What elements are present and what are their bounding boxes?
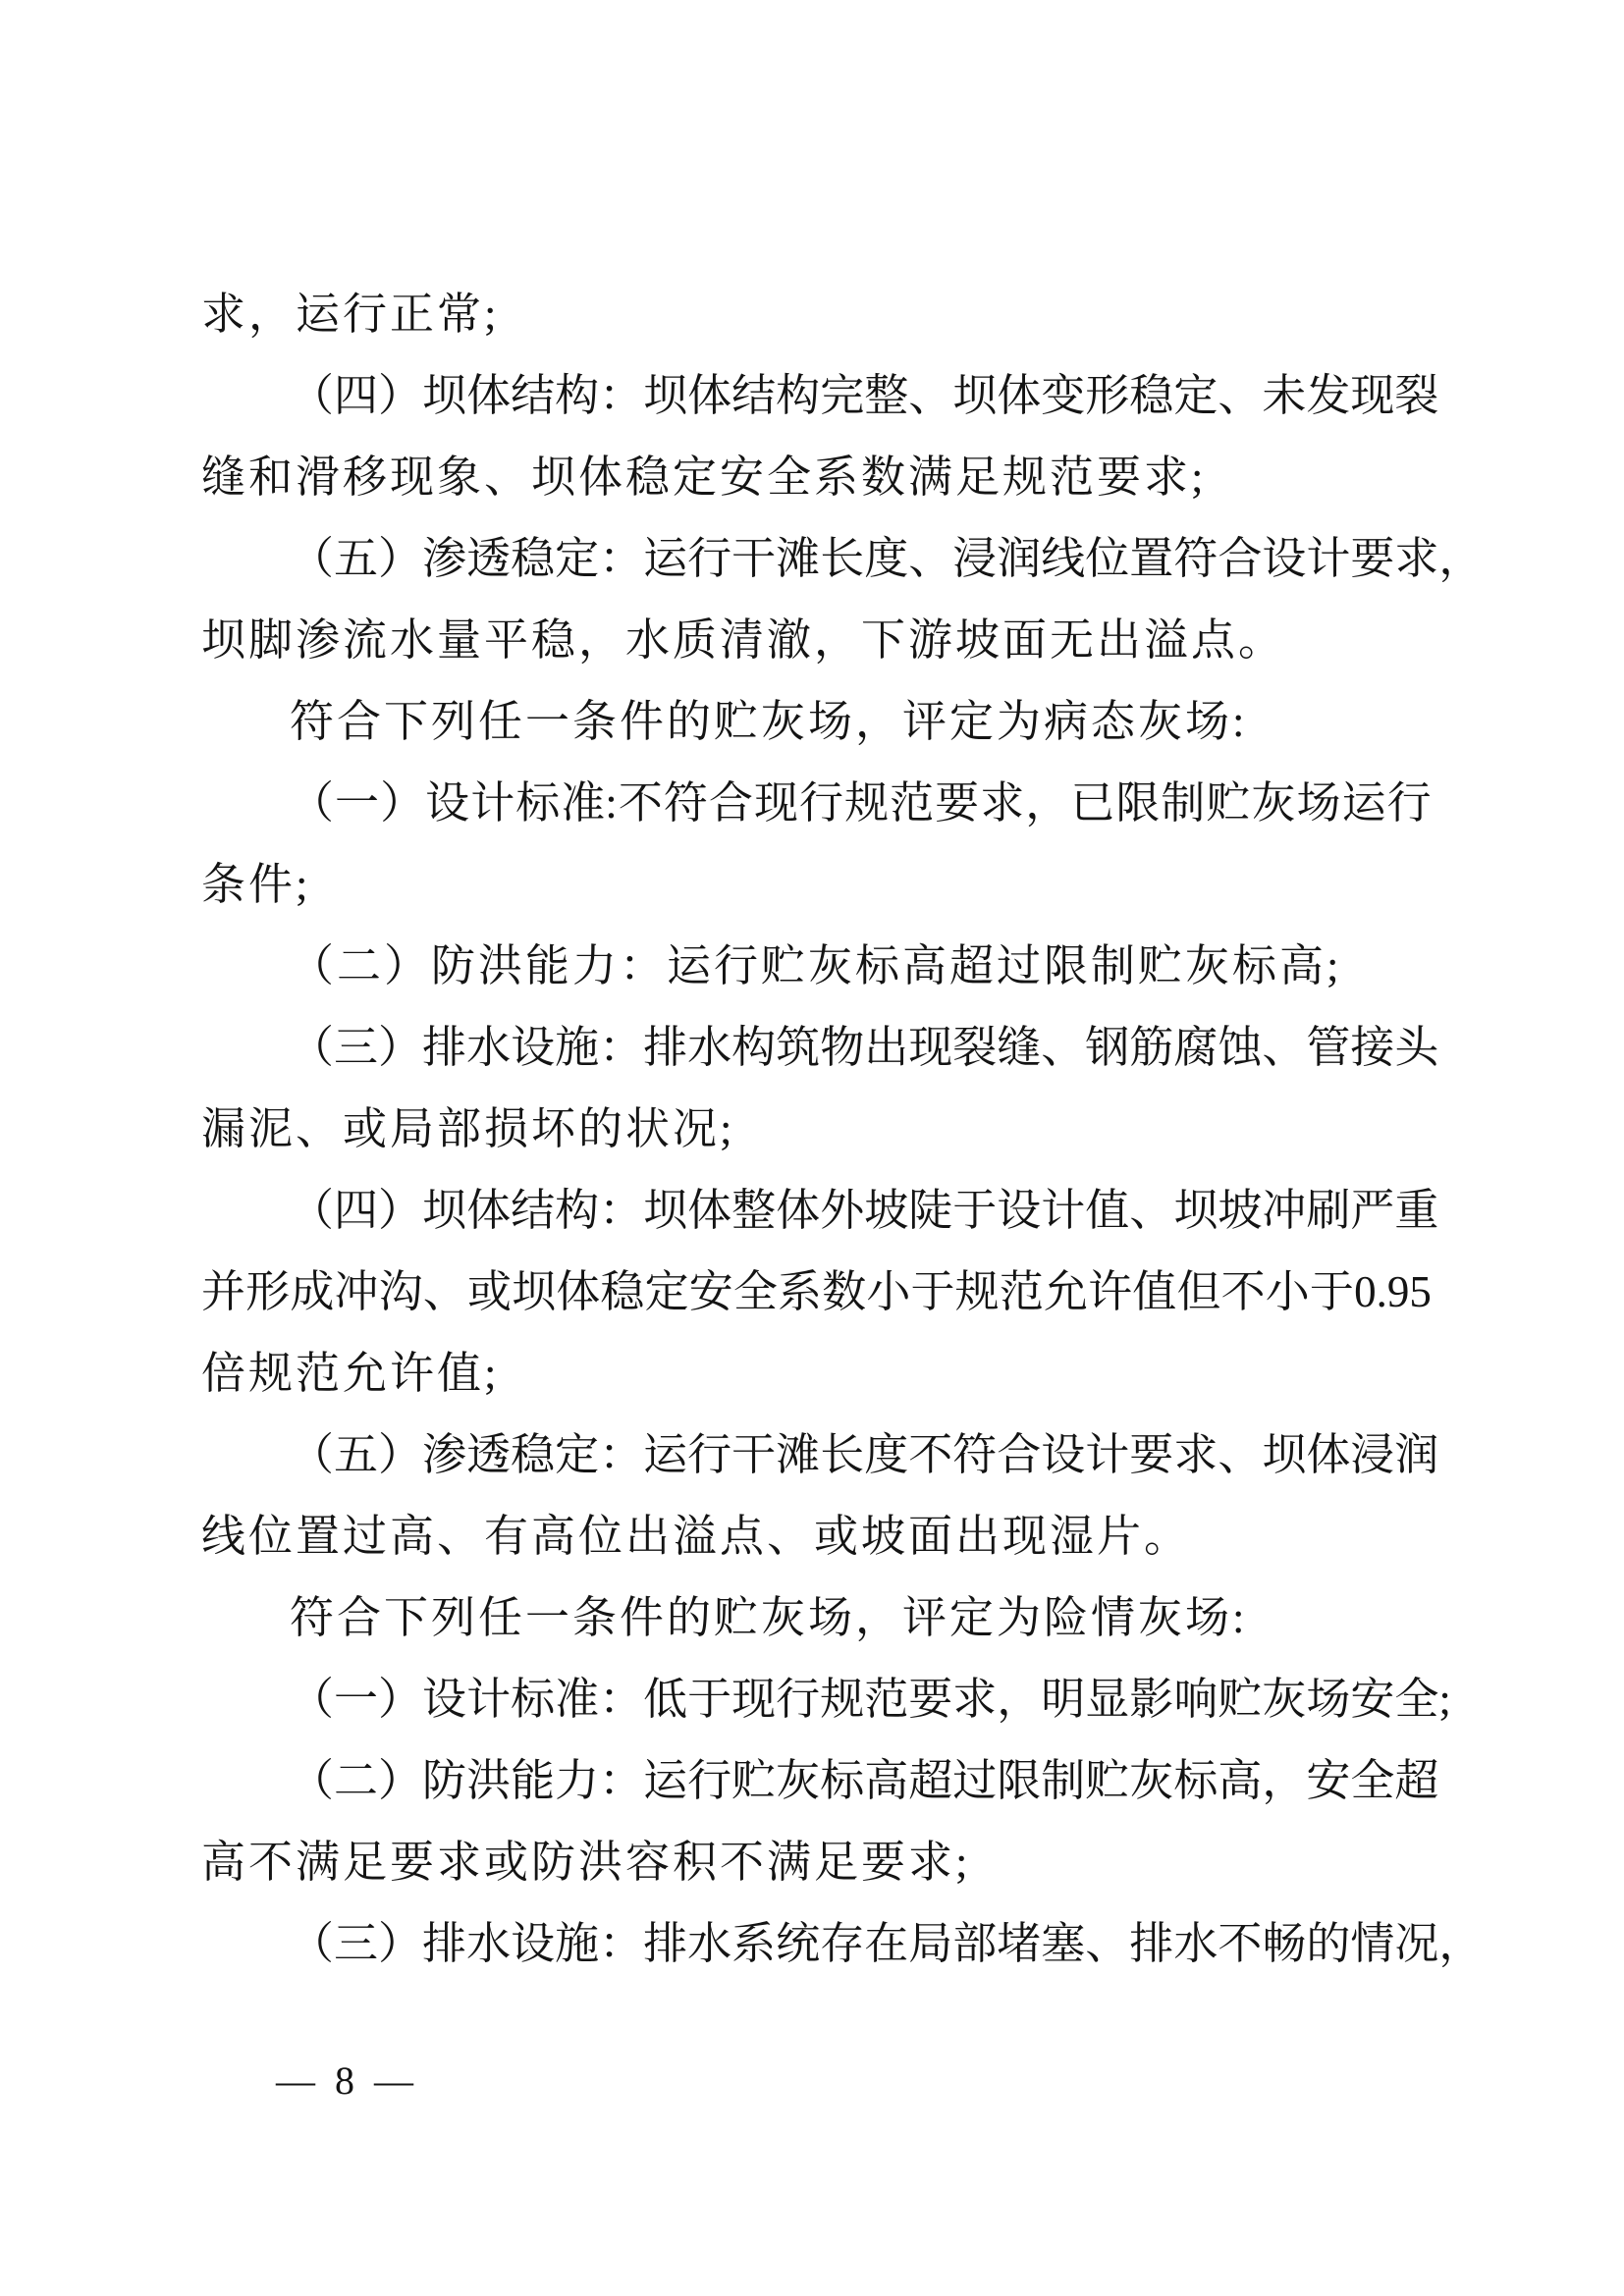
text-line: （ 三 ） 排 水 设 施 ： 排 水 系 统 存 在 局 部 堵 塞 、 排 水 不 畅 的 情 况 ，: [290, 1919, 1484, 1968]
body-text: [201, 274, 1484, 1985]
text-line: 并 形 成 冲 沟 、 或 坝 体 稳 定 安 全 系 数 小 于 规 范 允 许 值 但 不 小 于 0.95: [201, 1267, 1432, 1316]
text-line: 符合下列任一条件的贮灰场，评定为险情灰场:: [290, 1593, 1248, 1642]
text-line: （ 五 ） 渗 透 稳 定 ： 运 行 干 滩 长 度 不 符 合 设 计 要 求 、 坝 体 浸 润: [290, 1430, 1439, 1479]
text-line: （二）防洪能力：运行贮灰标高超过限制贮灰标高;: [290, 941, 1342, 990]
text-line: 条件;: [201, 860, 311, 909]
text-line: 线位置过高、有高位出溢点、或坡面出现湿片。: [201, 1512, 1192, 1561]
page-footer: [276, 2059, 418, 2103]
text-line: （ 一 ） 设 计 标 准 ： 低 于 现 行 规 范 要 求 ， 明 显 影 响 贮 灰 场 安 全;: [290, 1675, 1451, 1724]
page-number: — 8 —: [276, 2058, 418, 2103]
text-line: 求，运行正常;: [201, 290, 500, 339]
text-line: （ 二 ） 防 洪 能 力 ： 运 行 贮 灰 标 高 超 过 限 制 贮 灰 标 高 ， 安 全 超: [290, 1756, 1439, 1805]
text-line: （ 一 ） 设 计 标 准: 不 符 合 现 行 规 范 要 求 ， 已 限 制 贮 灰 场 运 行: [290, 778, 1432, 828]
text-line: 高不满足要求或防洪容积不满足要求;: [201, 1838, 971, 1887]
text-line: 缝和滑移现象、坝体稳定安全系数满足规范要求;: [201, 453, 1207, 502]
text-line: （ 四 ） 坝 体 结 构 ： 坝 体 整 体 外 坡 陡 于 设 计 值 、 坝 坡 冲 刷 严 重: [290, 1186, 1439, 1235]
text-line: 坝脚渗流水量平稳，水质清澈，下游坡面无出溢点。: [201, 615, 1286, 665]
text-line: 漏泥、或局部损坏的状况;: [201, 1104, 735, 1153]
text-line: 倍规范允许值;: [201, 1349, 500, 1398]
text-line: 符合下列任一条件的贮灰场，评定为病态灰场:: [290, 697, 1248, 746]
text-line: （ 三 ） 排 水 设 施 ： 排 水 构 筑 物 出 现 裂 缝 、 钢 筋 腐 蚀 、 管 接 头: [290, 1023, 1439, 1072]
text-line: （ 五 ） 渗 透 稳 定 ： 运 行 干 滩 长 度 、 浸 润 线 位 置 符 合 设 计 要 求 ，: [290, 534, 1484, 583]
text-line: （ 四 ） 坝 体 结 构 ： 坝 体 结 构 完 整 、 坝 体 变 形 稳 定 、 未 发 现 裂: [290, 371, 1439, 420]
